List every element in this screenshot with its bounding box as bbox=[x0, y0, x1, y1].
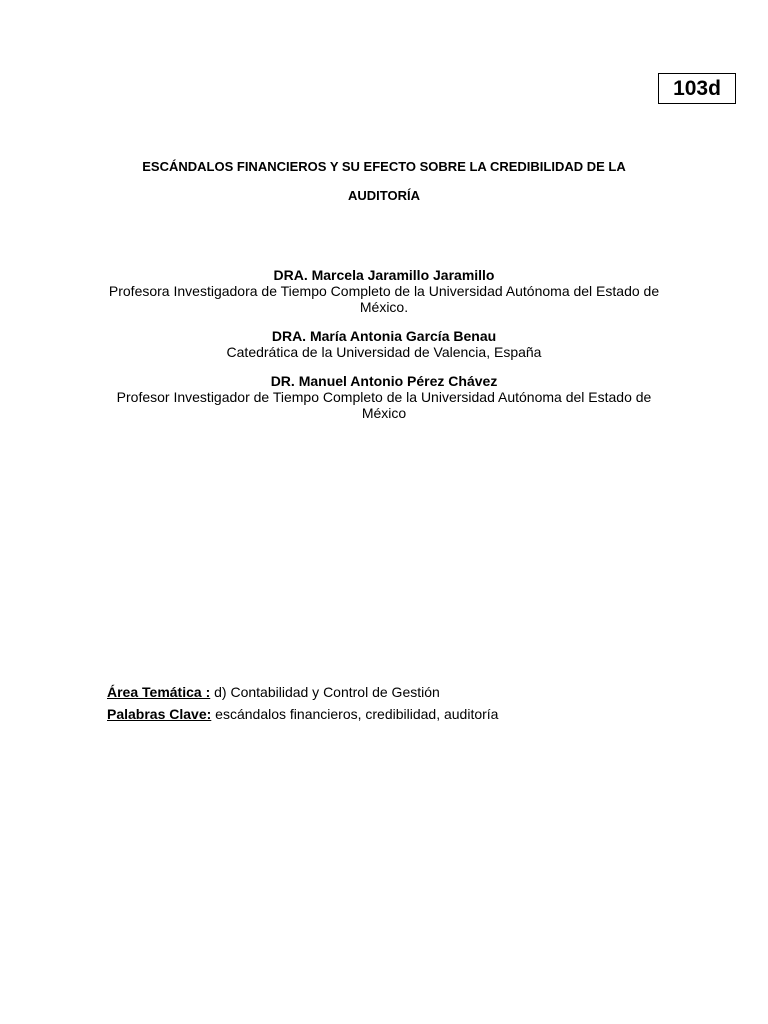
author-name: DR. Manuel Antonio Pérez Chávez bbox=[270, 373, 498, 389]
authors-block bbox=[100, 267, 668, 434]
metadata-block bbox=[107, 681, 667, 725]
area-label: Área Temática : bbox=[107, 684, 211, 700]
keywords-row bbox=[107, 703, 667, 725]
title-line-1: ESCÁNDALOS FINANCIEROS Y SU EFECTO SOBRE LA CREDIBILIDAD DE LA bbox=[142, 159, 626, 174]
area-row bbox=[107, 681, 667, 703]
document-title bbox=[100, 152, 668, 210]
author-affiliation-line-1: Catedrática de la Universidad de Valencia, España bbox=[226, 344, 542, 360]
document-code: 103d bbox=[673, 76, 721, 100]
keywords-value: escándalos financieros, credibilidad, auditoría bbox=[211, 706, 499, 722]
author-1 bbox=[100, 267, 668, 315]
author-3 bbox=[100, 373, 668, 421]
document-code-box bbox=[658, 73, 736, 104]
author-affiliation-line-1: Profesor Investigador de Tiempo Completo de la Universidad Autónoma del Estado de bbox=[116, 389, 652, 405]
author-affiliation-line-1: Profesora Investigadora de Tiempo Completo de la Universidad Autónoma del Estado de bbox=[108, 283, 660, 299]
author-affiliation-line-2: México. bbox=[359, 299, 409, 315]
area-value: d) Contabilidad y Control de Gestión bbox=[210, 684, 440, 700]
title-line-2: AUDITORÍA bbox=[348, 188, 420, 203]
author-name: DRA. Marcela Jaramillo Jaramillo bbox=[273, 267, 495, 283]
author-2 bbox=[100, 328, 668, 360]
keywords-label: Palabras Clave: bbox=[107, 706, 212, 722]
author-name: DRA. María Antonia García Benau bbox=[271, 328, 497, 344]
author-affiliation-line-2: México bbox=[361, 405, 407, 421]
